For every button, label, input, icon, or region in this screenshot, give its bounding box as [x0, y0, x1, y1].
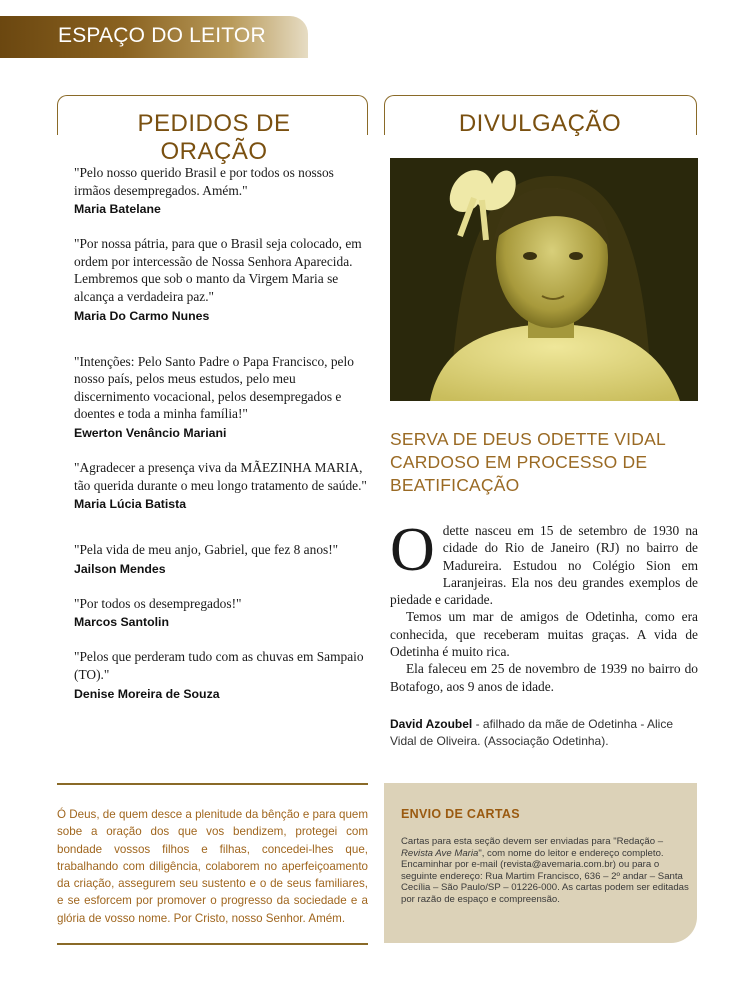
- prayer-author: Jailson Mendes: [74, 561, 166, 576]
- prayer-author: Ewerton Venâncio Mariani: [74, 425, 227, 440]
- article-signature: [390, 716, 698, 749]
- prayer-text: "Agradecer a presença viva da MÃEZINHA MARIA, tão querida durante o meu longo tratamento de saúde.": [74, 459, 367, 493]
- letters-text-part: ", com nome do leitor e endereço completo. Encaminhar por e-mail (revista@avemaria.com.br) ou para o seguinte endereço: Rua Martim Francisco, 636 – 2º andar – Santa Cecília – São Paulo/SP – 01226-000. As cartas podem ser editadas por razão de espaço e compreensão.: [401, 847, 689, 905]
- divulgacao-title: DIVULGAÇÃO: [430, 110, 650, 138]
- letters-title: ENVIO DE CARTAS: [401, 807, 520, 821]
- prayer-author: Maria Batelane: [74, 202, 161, 217]
- prayer-text: "Intenções: Pelo Santo Padre o Papa Francisco, pelo nosso país, pelos meus estudos, pelo meu discernimento vocacional, pelos desempregados e doentes e toda a minha família!": [74, 353, 354, 422]
- portrait-photo: [390, 158, 698, 401]
- prayer-item: [74, 595, 369, 630]
- prayer-text: "Pelo nosso querido Brasil e por todos os nossos irmãos desempregados. Amém.": [74, 165, 334, 198]
- article-paragraph: Temos um mar de amigos de Odetinha, como era conhecida, que receberam muitas graças. A vida de Odetinha é muito rica.: [390, 609, 698, 660]
- prayer-item: [74, 353, 369, 440]
- article-title: SERVA DE DEUS ODETTE VIDAL CARDOSO EM PROCESSO DE BEATIFICAÇÃO: [390, 429, 666, 495]
- prayer-text: "Por todos os desempregados!": [74, 595, 242, 611]
- prayer-text: "Por nossa pátria, para que o Brasil seja colocado, em ordem por intercessão de Nossa Senhora Aparecida. Lembremos que sob o manto da Virgem Maria se alcança a verdadeira paz.": [74, 236, 362, 304]
- prayer-author: Denise Moreira de Souza: [74, 686, 220, 701]
- prayer-text: "Pelos que perderam tudo com as chuvas em Sampaio (TO).": [74, 649, 364, 682]
- article-paragraph: [390, 516, 698, 608]
- prayer-author: Maria Lúcia Batista: [74, 497, 187, 512]
- article-paragraph: Ela faleceu em 25 de novembro de 1939 no bairro do Botafogo, aos 9 anos de idade.: [390, 661, 698, 694]
- prayer-author: Marcos Santolin: [74, 615, 169, 630]
- prayer-item: [74, 541, 369, 576]
- magazine-name: Revista Ave Maria: [401, 847, 479, 859]
- article-body: [390, 516, 698, 695]
- section-header-band: [0, 16, 308, 58]
- divider-line: [57, 783, 368, 785]
- closing-prayer: Ó Deus, de quem desce a plenitude da bênção e para quem sobe a oração dos que vos bendizem, protegei com bondade vossos filhos e filhas, concedei-lhes que, trabalhando com diligência, colaborem no aperfeiçoamento da criação, assegurem seu sustento e o de seus familiares, e se esforcem por promover o progresso da sociedade e a glória de vosso nome. Por Cristo, nosso Senhor. Amém.: [57, 808, 368, 925]
- divider-line: [57, 943, 368, 945]
- prayer-item: [74, 459, 369, 511]
- section-header-title: ESPAÇO DO LEITOR: [58, 24, 266, 47]
- prayer-item: [74, 648, 369, 700]
- prayer-item: [74, 164, 369, 216]
- prayer-text: "Pela vida de meu anjo, Gabriel, que fez 8 anos!": [74, 542, 339, 558]
- prayer-item: [74, 235, 369, 322]
- drop-cap: O: [390, 516, 435, 584]
- portrait-illustration: [390, 158, 698, 401]
- letters-text-part: Cartas para esta seção devem ser enviadas para "Redação –: [401, 836, 664, 847]
- signature-details: - afilhado da mãe de Odetinha - Alice Vidal de Oliveira. (Associação Odetinha).: [390, 717, 674, 748]
- prayer-request-list: [74, 164, 369, 720]
- article-paragraph-text: dette nasceu em 15 de setembro de 1930 na cidade do Rio de Janeiro (RJ) no bairro de Madureira. Estudou no Colégio Sion em Laranjeiras. Ela nos deu grandes exemplos de piedade e caridade.: [390, 523, 698, 608]
- prayer-requests-title: PEDIDOS DE ORAÇÃO: [79, 110, 349, 166]
- prayer-author: Maria Do Carmo Nunes: [74, 308, 210, 323]
- letters-instructions: [401, 836, 691, 906]
- letters-info-box: [384, 783, 697, 943]
- signature-name: David Azoubel: [390, 717, 473, 731]
